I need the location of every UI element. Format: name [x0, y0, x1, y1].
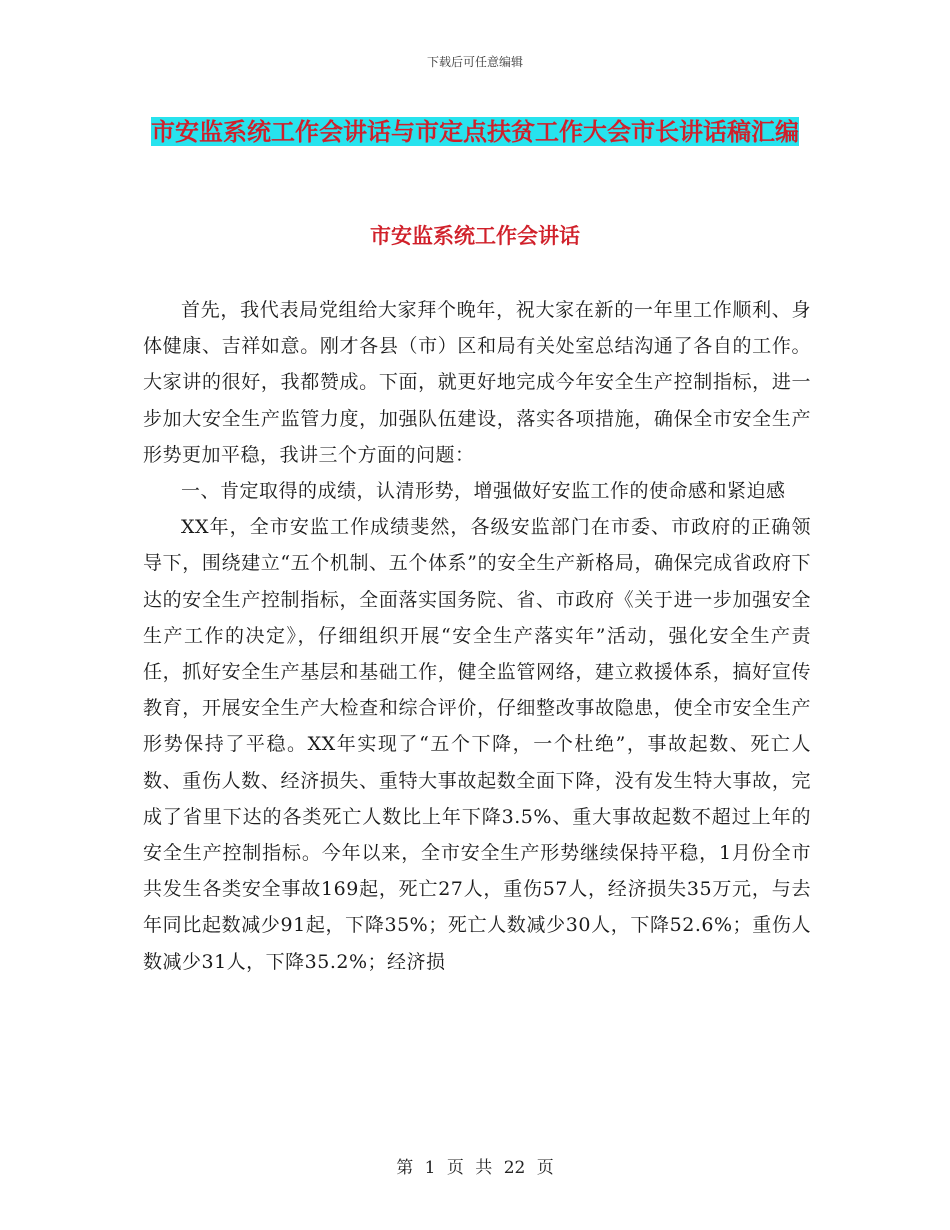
section-title: 市安监系统工作会讲话 — [370, 223, 580, 248]
body-text — [143, 292, 811, 980]
document-title-text: 市安监系统工作会讲话与市定点扶贫工作大会市长讲话稿汇编 — [151, 117, 799, 146]
paragraph-greeting: 首先，我代表局党组给大家拜个晚年，祝大家在新的一年里工作顺利、身体健康、吉祥如意。刚才各县（市）区和局有关处室总结沟通了各自的工作。大家讲的很好，我都赞成。下面，就更好地完成今年安全生产控制指标，进一步加大安全生产监管力度，加强队伍建设，落实各项措施，确保全市安全生产形势更加平稳，我讲三个方面的问题： — [143, 299, 811, 466]
document-title — [145, 110, 805, 153]
page-header-note: 下载后可任意编辑 — [426, 55, 523, 69]
paragraph-heading-one: 一、肯定取得的成绩，认清形势，增强做好安监工作的使命感和紧迫感 — [181, 480, 786, 503]
page-number: 第 1 页 共 22 页 — [396, 1158, 554, 1178]
paragraph-achievements: XX年，全市安监工作成绩斐然，各级安监部门在市委、市政府的正确领导下，围绕建立“五个机制、五个体系”的安全生产新格局，确保完成省政府下达的安全生产控制指标，全面落实国务院、省、市政府《关于进一步加强安全生产工作的决定》，仔细组织开展“安全生产落实年”活动，强化安全生产责任，抓好安全生产基层和基础工作，健全监管网络，建立救援体系，搞好宣传教育，开展安全生产大检查和综合评价，仔细整改事故隐患，使全市安全生产形势保持了平稳。XX年实现了“五个下降，一个杜绝”，事故起数、死亡人数、重伤人数、经济损失、重特大事故起数全面下降，没有发生特大事故，完成了省里下达的各类死亡人数比上年下降3.5%、重大事故起数不超过上年的安全生产控制指标。今年以来，全市安全生产形势继续保持平稳，1月份全市共发生各类安全事故169起，死亡27人，重伤57人，经济损失35万元，与去年同比起数减少91起，下降35%；死亡人数减少30人，下降52.6%；重伤人数减少31人，下降35.2%；经济损 — [143, 516, 811, 973]
